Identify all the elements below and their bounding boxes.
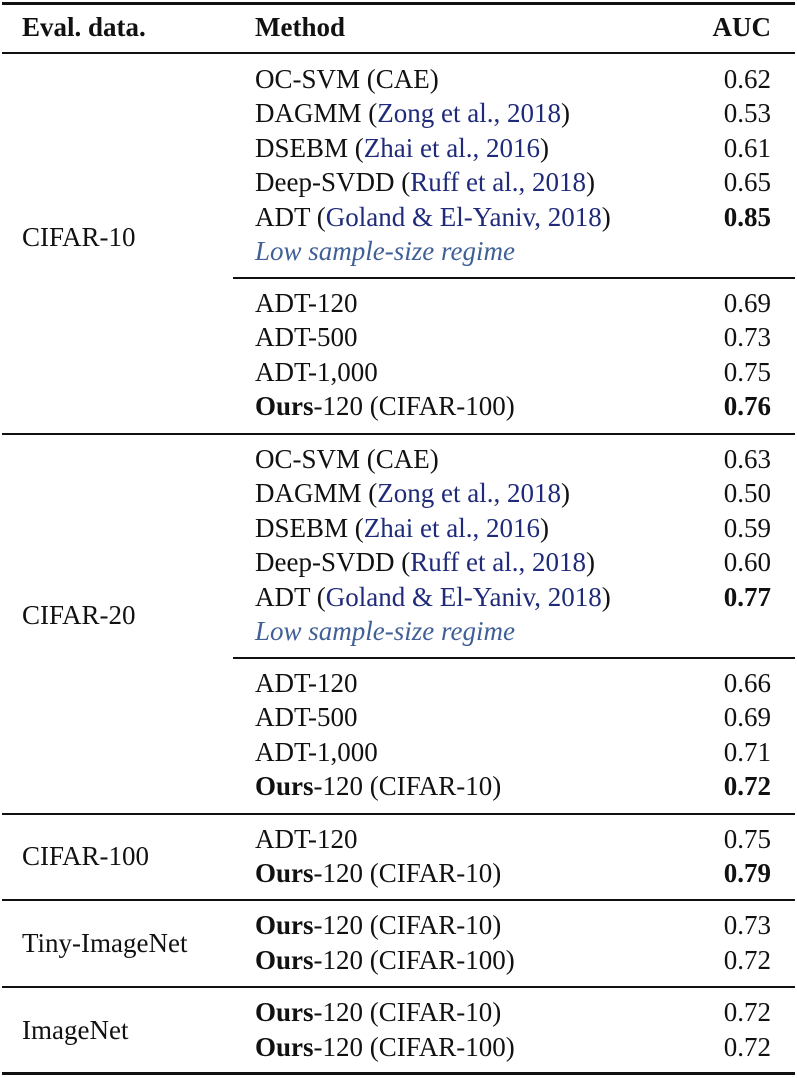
auc-cell: 0.50: [723, 478, 771, 508]
auc-cell: 0.71: [723, 737, 771, 767]
header-method: Method: [255, 12, 345, 42]
citation-link[interactable]: Ruff et al., 2018: [410, 167, 586, 197]
ours-label: Ours: [255, 771, 314, 801]
auc-cell: 0.60: [723, 547, 771, 577]
header-eval-data: Eval. data.: [22, 12, 146, 42]
citation-link[interactable]: Goland & El-Yaniv, 2018: [325, 202, 602, 232]
method-cell: ADT-1,000: [255, 357, 378, 387]
top-rule: [2, 2, 795, 5]
cifar20-regime-rule: [233, 657, 795, 659]
dataset-label: ImageNet: [22, 1015, 129, 1045]
method-cell: ADT-500: [255, 702, 358, 732]
method-cell: ADT (Goland & El-Yaniv, 2018): [255, 202, 611, 232]
auc-cell-best: 0.76: [723, 391, 771, 421]
method-cell: Ours-120 (CIFAR-100): [255, 945, 515, 975]
cifar100-bottom-rule: [2, 899, 795, 901]
method-cell: ADT (Goland & El-Yaniv, 2018): [255, 582, 611, 612]
method-cell: ADT-120: [255, 824, 358, 854]
method-cell: DSEBM (Zhai et al., 2016): [255, 513, 549, 543]
method-cell: DSEBM (Zhai et al., 2016): [255, 133, 549, 163]
citation-link[interactable]: Zong et al., 2018: [377, 98, 561, 128]
auc-cell: 0.62: [723, 64, 771, 94]
auc-cell: 0.72: [723, 1032, 771, 1062]
auc-cell: 0.53: [723, 98, 771, 128]
auc-cell: 0.63: [723, 444, 771, 474]
method-cell: ADT-500: [255, 322, 358, 352]
tinyimagenet-bottom-rule: [2, 986, 795, 988]
method-cell: Ours-120 (CIFAR-10): [255, 771, 502, 801]
auc-cell: 0.69: [723, 702, 771, 732]
cifar20-bottom-rule: [2, 813, 795, 815]
auc-cell-best: 0.85: [723, 202, 771, 232]
method-cell: ADT-120: [255, 668, 358, 698]
header-rule: [2, 52, 795, 54]
auc-cell: 0.65: [723, 167, 771, 197]
auc-cell-best: 0.79: [723, 858, 771, 888]
method-cell: ADT-120: [255, 288, 358, 318]
ours-label: Ours: [255, 997, 314, 1027]
bottom-rule: [2, 1072, 795, 1075]
ours-label: Ours: [255, 391, 314, 421]
citation-link[interactable]: Goland & El-Yaniv, 2018: [325, 582, 602, 612]
citation-link[interactable]: Zong et al., 2018: [377, 478, 561, 508]
ours-label: Ours: [255, 945, 314, 975]
method-cell: ADT-1,000: [255, 737, 378, 767]
auc-cell: 0.61: [723, 133, 771, 163]
auc-cell: 0.59: [723, 513, 771, 543]
cifar10-bottom-rule: [2, 433, 795, 435]
ours-label: Ours: [255, 858, 314, 888]
auc-cell-best: 0.72: [723, 771, 771, 801]
auc-cell: 0.72: [723, 997, 771, 1027]
cifar10-regime-rule: [233, 277, 795, 279]
auc-cell: 0.73: [723, 910, 771, 940]
ours-label: Ours: [255, 910, 314, 940]
auc-cell: 0.75: [723, 357, 771, 387]
dataset-label: Tiny-ImageNet: [22, 928, 188, 958]
dataset-label: CIFAR-20: [22, 600, 136, 630]
method-cell: Deep-SVDD (Ruff et al., 2018): [255, 167, 595, 197]
dataset-label: CIFAR-100: [22, 841, 150, 871]
method-cell: DAGMM (Zong et al., 2018): [255, 478, 570, 508]
regime-label: Low sample-size regime: [255, 616, 515, 646]
method-cell: Ours-120 (CIFAR-10): [255, 858, 502, 888]
citation-link[interactable]: Zhai et al., 2016: [363, 133, 540, 163]
method-cell: Ours-120 (CIFAR-100): [255, 1032, 515, 1062]
method-cell: OC-SVM (CAE): [255, 444, 439, 474]
auc-cell: 0.72: [723, 945, 771, 975]
auc-cell: 0.66: [723, 668, 771, 698]
method-cell: Deep-SVDD (Ruff et al., 2018): [255, 547, 595, 577]
citation-link[interactable]: Ruff et al., 2018: [410, 547, 586, 577]
method-cell: Ours-120 (CIFAR-10): [255, 997, 502, 1027]
ours-label: Ours: [255, 1032, 314, 1062]
auc-cell: 0.69: [723, 288, 771, 318]
auc-cell: 0.75: [723, 824, 771, 854]
auc-cell: 0.73: [723, 322, 771, 352]
method-cell: OC-SVM (CAE): [255, 64, 439, 94]
method-cell: Ours-120 (CIFAR-10): [255, 910, 502, 940]
method-cell: Ours-120 (CIFAR-100): [255, 391, 515, 421]
regime-label: Low sample-size regime: [255, 236, 515, 266]
method-cell: DAGMM (Zong et al., 2018): [255, 98, 570, 128]
auc-cell-best: 0.77: [723, 582, 771, 612]
dataset-label: CIFAR-10: [22, 222, 136, 252]
header-auc: AUC: [712, 12, 771, 42]
citation-link[interactable]: Zhai et al., 2016: [363, 513, 540, 543]
